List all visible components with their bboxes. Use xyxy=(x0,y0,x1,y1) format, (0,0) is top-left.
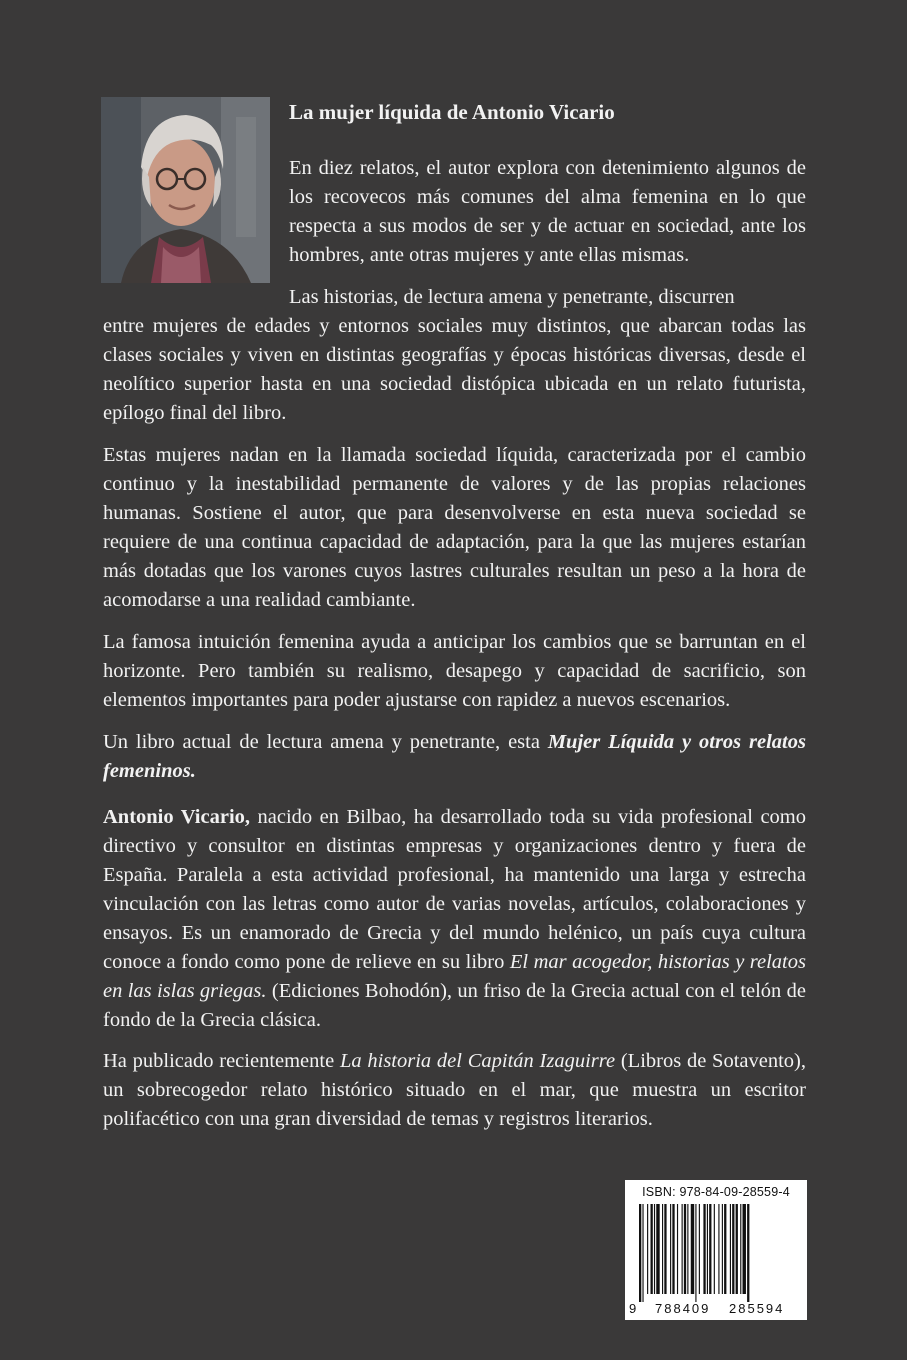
isbn-barcode xyxy=(625,1180,807,1320)
barcode-bar xyxy=(672,1204,674,1294)
barcode-bars xyxy=(637,1204,797,1302)
paragraph-intro xyxy=(289,154,806,270)
book-title: La mujer líquida de Antonio Vicario xyxy=(289,100,615,124)
barcode-bar xyxy=(699,1204,700,1294)
barcode-bar xyxy=(747,1204,749,1302)
summary-text: Un libro actual de lectura amena y penetrante, esta xyxy=(103,731,548,753)
barcode-bar xyxy=(687,1204,688,1294)
barcode-bar xyxy=(709,1204,711,1294)
barcode-bar xyxy=(722,1204,723,1294)
paragraph-text: La famosa intuición femenina ayuda a anticipar los cambios que se barruntan en el horizonte. Pero también su realismo, desapego y capacidad de sacrificio, son elementos importantes para poder ajustarse con rapidez a nuevos escenarios. xyxy=(103,631,806,711)
paragraph-liquid-society xyxy=(103,441,806,615)
paragraph-text xyxy=(103,1047,806,1134)
paragraph-summary xyxy=(103,728,806,786)
barcode-bar xyxy=(651,1204,653,1294)
barcode-bar xyxy=(724,1204,726,1294)
paragraph-text: En diez relatos, el autor explora con detenimiento algunos de los recovecos más comunes del alma femenina en lo que respecta a sus modos de ser y de actuar en sociedad, ante los hombres, ante otras mujeres y ante ellas mismas. xyxy=(289,157,806,266)
barcode-bar xyxy=(639,1204,641,1302)
barcode-bar xyxy=(684,1204,686,1294)
recent-text: Ha publicado recientemente xyxy=(103,1050,340,1072)
paragraph-text xyxy=(103,803,806,1035)
bio-text: nacido en Bilbao, ha desarrollado toda su vida profesional como directivo y consultor en distintas empresas y organizaciones dentro y fuera de España. Paralela a esta actividad profesional, ha mantenido una larga y estrecha vinculación con las letras como autor de varias novelas, artículos, colaboraciones y ensayos. Es un enamorado de Grecia y del mundo helénico, un país cuya cultura conoce a fondo como pone de relieve en su libro xyxy=(103,806,806,973)
barcode-bar xyxy=(670,1204,671,1294)
isbn-label: ISBN: 978-84-09-28559-4 xyxy=(642,1185,790,1199)
barcode-bar xyxy=(743,1204,746,1294)
author-photo xyxy=(101,97,270,283)
barcode-bar xyxy=(695,1204,696,1302)
other-book-title: El mar acogedor, historias y relatos en las islas griegas. xyxy=(103,951,806,1002)
barcode-bar xyxy=(703,1204,705,1294)
author-name: Antonio Vicario, xyxy=(103,806,251,828)
book-title-inline: Mujer Líquida y otros relatos femeninos. xyxy=(103,731,806,782)
barcode-bar xyxy=(736,1204,738,1294)
barcode-bar xyxy=(662,1204,663,1294)
barcode-bar xyxy=(718,1204,719,1294)
paragraph-intuition xyxy=(103,628,806,715)
barcode-bar xyxy=(682,1204,683,1294)
barcode-bar xyxy=(732,1204,734,1294)
paragraph-text: entre mujeres de edades y entornos sociales muy distintos, que abarcan todas las clases sociales y viven en distintas geografías y épocas históricas diversas, desde el neolítico superior hasta en una sociedad distópica ubicada en un relato futurista, epílogo final del libro. xyxy=(103,315,806,424)
paragraph-text xyxy=(103,728,806,786)
barcode-bar xyxy=(740,1204,741,1294)
barcode-bar xyxy=(677,1204,678,1294)
barcode-bar xyxy=(647,1204,648,1294)
barcode-bar xyxy=(654,1204,655,1294)
barcode-bar xyxy=(664,1204,666,1294)
barcode-bar xyxy=(730,1204,731,1294)
paragraph-stories xyxy=(103,283,806,428)
barcode-digit-lead: 9 xyxy=(629,1301,637,1316)
barcode-digits-left: 788409 xyxy=(655,1301,711,1316)
barcode-bar xyxy=(707,1204,708,1294)
book-title-block xyxy=(289,98,806,127)
paragraph-text: Estas mujeres nadan en la llamada sociedad líquida, caracterizada por el cambio continuo y la inestabilidad permanente de valores y de las propias relaciones humanas. Sostiene el autor, que para desenvolverse en esta nueva sociedad se requiere de una continua capacidad de adaptación, para la que las mujeres estarían más dotadas que los varones cuyos lastres culturales resultan un peso a la hora de acomodarse a una realidad cambiante. xyxy=(103,444,806,611)
recent-book-title: La historia del Capitán Izaguirre xyxy=(339,1050,616,1072)
barcode-bar xyxy=(642,1204,643,1302)
barcode-bar xyxy=(691,1204,694,1294)
barcode-bar xyxy=(714,1204,715,1294)
author-portrait-image xyxy=(101,97,270,283)
paragraph-author-bio xyxy=(103,803,806,1035)
paragraph-text-first-line: Las historias, de lectura amena y penetrante, discurren xyxy=(289,286,735,308)
paragraph-recent-work xyxy=(103,1047,806,1134)
recent-text-end: (Libros de Sotavento), un sobrecogedor relato histórico situado en el mar, que muestra un escritor polifacético con una gran diversidad de temas y registros literarios. xyxy=(103,1050,806,1130)
bio-text-end: (Ediciones Bohodón), un friso de la Grecia actual con el telón de fondo de la Grecia clásica. xyxy=(103,980,807,1031)
barcode-bar xyxy=(656,1204,659,1294)
barcode-digits-right: 285594 xyxy=(729,1301,785,1316)
